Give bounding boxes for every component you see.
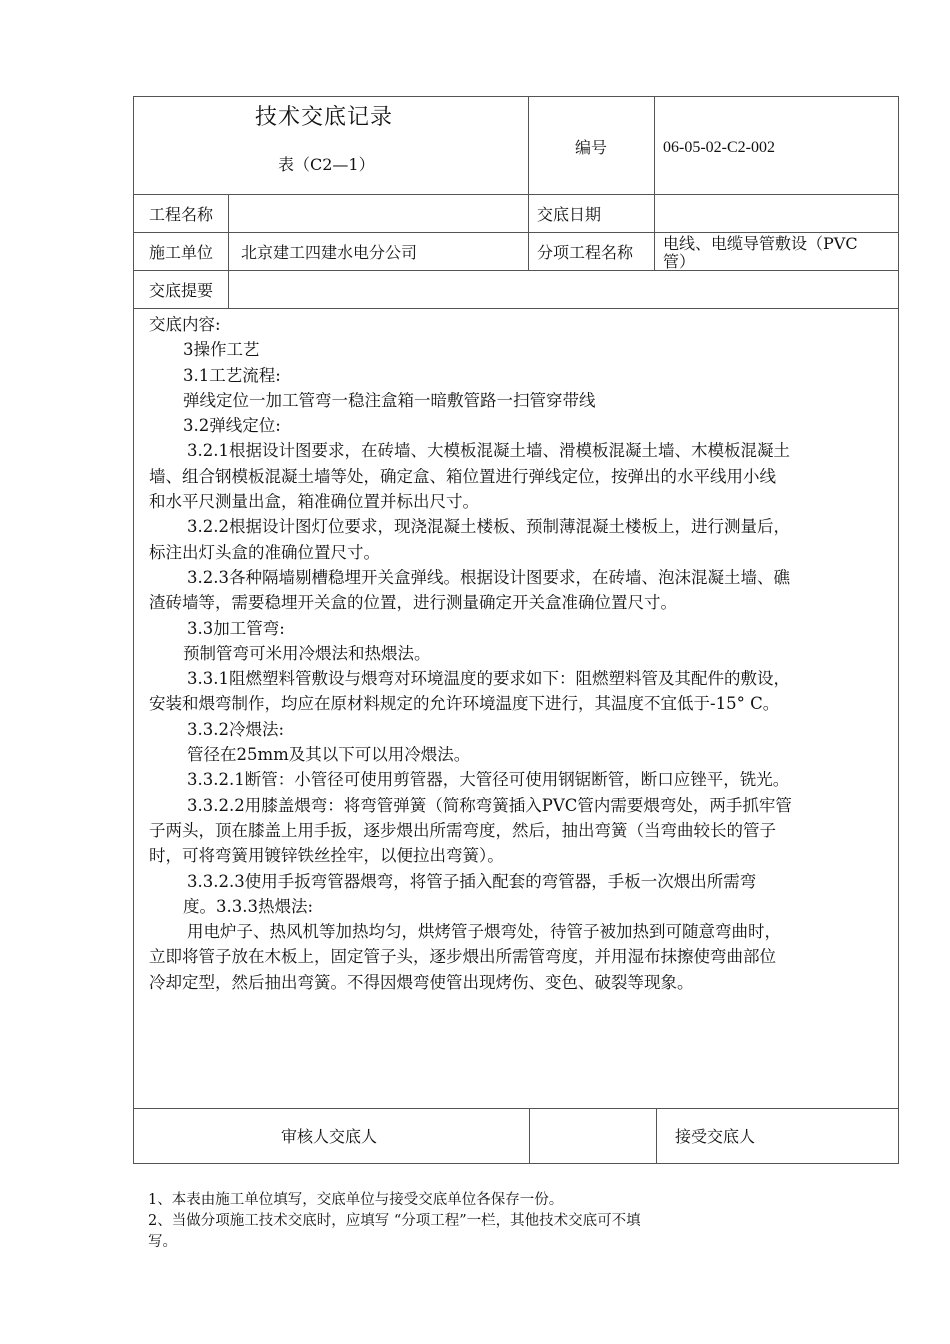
project-name-label: 工程名称 bbox=[149, 205, 214, 224]
table-border-right bbox=[898, 96, 899, 1164]
column-divider bbox=[529, 1108, 530, 1164]
table-border-top bbox=[133, 96, 899, 97]
subproject-value-line2: 管） bbox=[663, 252, 696, 269]
table-border-bottom bbox=[133, 1163, 899, 1164]
row-divider bbox=[133, 1108, 899, 1109]
form-code: 表（C2—1） bbox=[278, 155, 375, 174]
content-line: 度。3.3.3热煨法: bbox=[183, 896, 314, 916]
column-divider bbox=[656, 1108, 657, 1164]
content-line: 3.2.1根据设计图要求，在砖墙、大模板混凝土墙、滑模板混凝土墙、木模板混凝土 bbox=[187, 441, 790, 461]
column-divider bbox=[654, 96, 655, 270]
form-notes bbox=[148, 1190, 641, 1253]
content-line: 3.1工艺流程: bbox=[183, 365, 281, 385]
content-line: 3.3.2冷煨法: bbox=[187, 719, 285, 739]
content-line: 墙、组合钢模板混凝土墙等处，确定盒、箱位置进行弹线定位，按弹出的水平线用小线 bbox=[149, 466, 776, 486]
content-line: 3.3.2.2用膝盖煨弯：将弯管弹簧（简称弯簧插入PVC管内需要煨弯处，两手抓牢管 bbox=[187, 795, 792, 815]
content-line: 管径在25mm及其以下可以用冷煨法。 bbox=[187, 745, 471, 765]
content-line: 3.2.3各种隔墙剔槽稳埋开关盒弹线。根据设计图要求，在砖墙、泡沫混凝土墙、礁 bbox=[187, 567, 790, 587]
subproject-label: 分项工程名称 bbox=[537, 243, 634, 262]
summary-label: 交底提要 bbox=[149, 281, 214, 300]
receiver-label: 接受交底人 bbox=[675, 1127, 756, 1146]
content-line: 3.2弹线定位: bbox=[183, 416, 281, 436]
form-title: 技术交底记录 bbox=[255, 105, 394, 130]
content-line: 3.2.2根据设计图灯位要求，现浇混凝土楼板、预制薄混凝土楼板上，进行测量后， bbox=[187, 517, 790, 537]
content-line: 用电炉子、热风机等加热均匀，烘烤管子煨弯处，待管子被加热到可随意弯曲时， bbox=[187, 922, 781, 942]
content-line: 预制管弯可米用冷煨法和热煨法。 bbox=[183, 643, 431, 663]
table-border-left bbox=[133, 96, 134, 1164]
date-label: 交底日期 bbox=[537, 205, 602, 224]
row-divider bbox=[133, 308, 899, 309]
number-value: 06-05-02-C2-002 bbox=[663, 139, 775, 156]
note-line: 写。 bbox=[148, 1234, 177, 1250]
content-line: 3操作工艺 bbox=[183, 340, 260, 360]
disclosure-content bbox=[149, 312, 893, 995]
content-line: 弹线定位一加工管弯一稳注盒箱一暗敷管路一扫管穿带线 bbox=[183, 390, 596, 410]
content-line: 时，可将弯簧用镀锌铁丝拴牢，以便拉出弯簧）。 bbox=[149, 846, 504, 866]
content-heading: 交底内容: bbox=[149, 315, 221, 334]
contractor-label: 施工单位 bbox=[149, 243, 214, 262]
reviewer-label: 审核人交底人 bbox=[281, 1127, 378, 1146]
column-divider bbox=[528, 96, 529, 270]
row-divider bbox=[133, 270, 899, 271]
content-line: 3.3.2.3使用手扳弯管器煨弯，将管子插入配套的弯管器，手板一次煨出所需弯 bbox=[187, 871, 757, 891]
content-line: 渣砖墙等，需要稳埋开关盒的位置，进行测量确定开关盒准确位置尺寸。 bbox=[149, 593, 677, 613]
technical-disclosure-form bbox=[133, 96, 899, 1164]
row-divider bbox=[133, 232, 899, 233]
content-line: 3.3.1阻燃塑料管敷设与煨弯对环境温度的要求如下：阻燃塑料管及其配件的敷设， bbox=[187, 669, 790, 689]
note-line: 1、本表由施工单位填写，交底单位与接受交底单位各保存一份。 bbox=[148, 1192, 564, 1208]
content-line: 和水平尺测量出盒，箱准确位置并标出尺寸。 bbox=[149, 492, 479, 512]
content-line: 冷却定型，然后抽出弯簧。不得因煨弯使管出现烤伤、变色、破裂等现象。 bbox=[149, 972, 694, 992]
row-divider bbox=[133, 194, 899, 195]
column-divider bbox=[228, 194, 229, 308]
content-line: 安装和煨弯制作，均应在原材料规定的允许环境温度下进行，其温度不宜低于-15° C。 bbox=[149, 694, 780, 714]
number-label: 编号 bbox=[575, 138, 608, 157]
content-line: 标注出灯头盒的准确位置尺寸。 bbox=[149, 542, 380, 562]
content-line: 子两头，顶在膝盖上用手扳，逐步煨出所需弯度，然后，抽出弯簧（当弯曲较长的管子 bbox=[149, 820, 776, 840]
subproject-value-line1: 电线、电缆导管敷设（PVC bbox=[663, 234, 858, 253]
content-line: 3.3加工管弯: bbox=[187, 618, 285, 638]
contractor-value: 北京建工四建水电分公司 bbox=[241, 243, 418, 262]
content-line: 立即将管子放在木板上，固定管子头，逐步煨出所需管弯度，并用湿布抹擦使弯曲部位 bbox=[149, 947, 776, 967]
content-line: 3.3.2.1断管：小管径可使用剪管器，大管径可使用钢锯断管，断口应锉平，铣光。 bbox=[187, 770, 790, 790]
note-line: 2、当做分项施工技术交底时，应填写 “分项工程”一栏，其他技术交底可不填 bbox=[148, 1213, 641, 1229]
